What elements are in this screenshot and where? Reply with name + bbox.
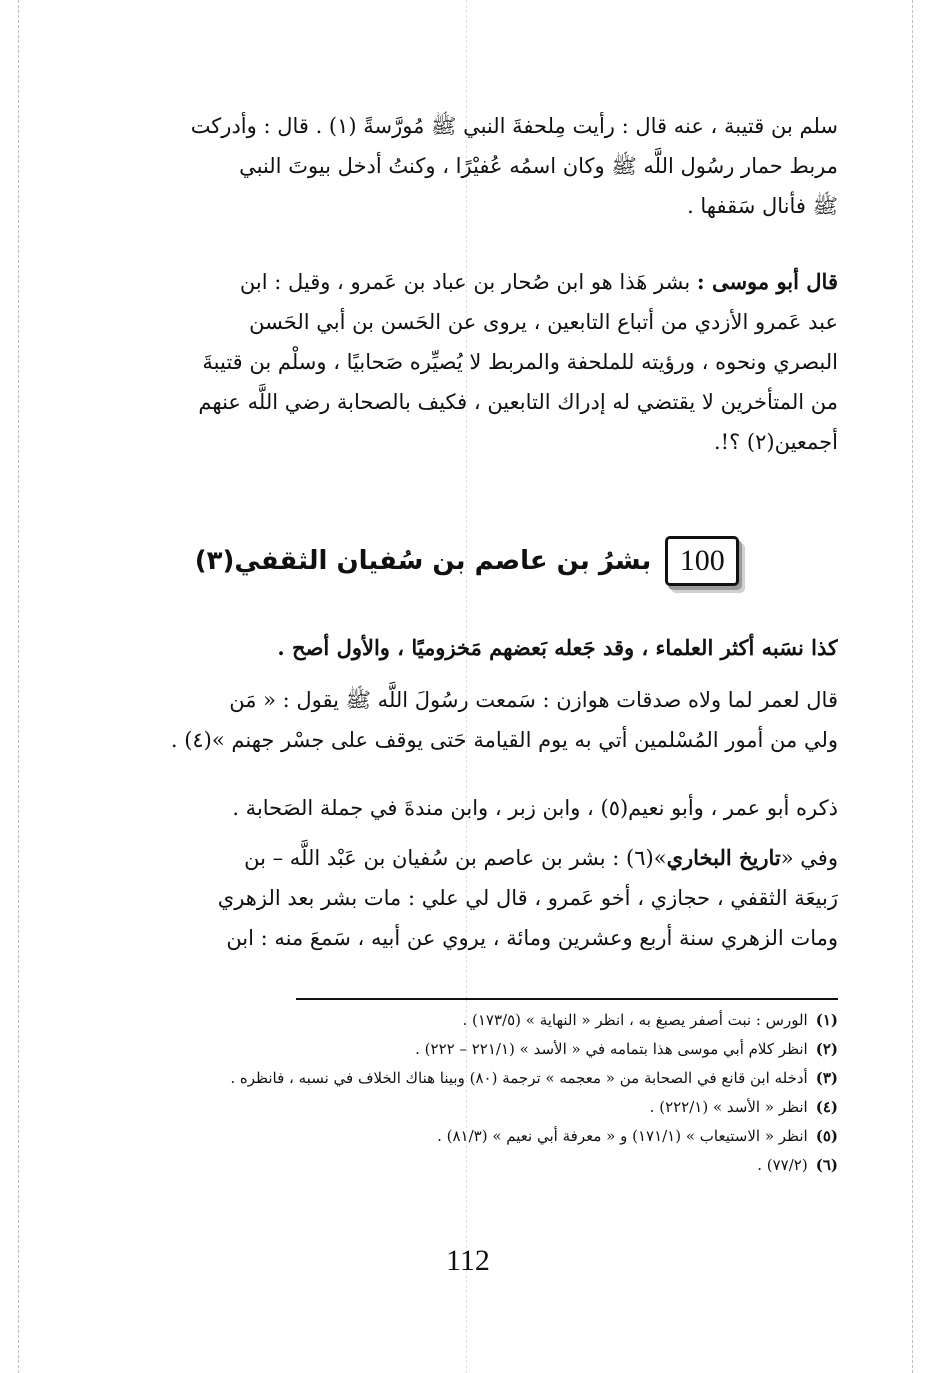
page-number: 112 xyxy=(446,1244,490,1277)
footnote-number: (٥) xyxy=(815,1127,838,1145)
footnotes xyxy=(96,1006,838,1180)
text-fragment: »(٦) : بشر بن عاصم بن سُفيان بن عَبْد اللَّه – بن xyxy=(244,846,667,870)
footnote-text: انظر كلام أبي موسى هذا بتمامه في « الأسد » (٢٢١/١ – ٢٢٢) . xyxy=(415,1040,808,1058)
text-line: عبد عَمرو الأزدي من أتباع التابعين ، يروى عن الحَسن بن أبي الحَسن xyxy=(249,310,838,334)
text-fragment: بشر هَذا هو ابن صُحار بن عباد بن عَمرو ، وقيل : ابن xyxy=(239,270,697,294)
text-line: من المتأخرين لا يقتضي له إدراك التابعين ، فكيف بالصحابة رضي اللَّه عنهم xyxy=(198,390,838,414)
entry-header-inner xyxy=(195,536,740,586)
footnote-text: انظر « الاستيعاب » (١٧١/١) و « معرفة أبي نعيم » (٨١/٣) . xyxy=(437,1127,808,1145)
paragraph-4 xyxy=(96,788,838,828)
footnote xyxy=(96,1093,838,1122)
text-line: ذكره أبو عمر ، وأبو نعيم(٥) ، وابن زبر ، وابن مندةَ في جملة الصَحابة . xyxy=(232,796,838,820)
text-fragment: وفي « xyxy=(780,846,838,870)
page-edge-left xyxy=(18,0,19,1373)
paragraph-3 xyxy=(96,680,838,760)
text-line: أجمعين(٢) ؟!. xyxy=(713,430,838,454)
footnote xyxy=(96,1151,838,1180)
footnote-number: (٦) xyxy=(815,1156,838,1174)
text-line: قال لعمر لما ولاه صدقات هوازن : سَمعت رسُولَ اللَّه ﷺ يقول : « مَن xyxy=(229,688,838,712)
paragraph-1 xyxy=(96,106,838,226)
text-line: ﷺ فأنال سَقفها . xyxy=(687,194,838,218)
footnote xyxy=(96,1064,838,1093)
footnote-text: انظر « الأسد » (٢٢٢/١) . xyxy=(649,1098,808,1116)
text-line: مربط حمار رسُول اللَّه ﷺ وكان اسمُه عُفيْرًا ، وكنتُ أدخل بيوتَ النبي xyxy=(239,154,838,178)
paragraph-5 xyxy=(96,838,838,958)
footnote-number: (٤) xyxy=(815,1098,838,1116)
text-line: رَبيعَة الثقفي ، حجازي ، أخو عَمرو ، قال لي علي : مات بشر بعد الزهري xyxy=(217,886,838,910)
footnote xyxy=(96,1006,838,1035)
footnote-text: أدخله ابن قانع في الصحابة من « معجمه » ترجمة (٨٠) وبينا هناك الخلاف في نسبه ، فانظره . xyxy=(230,1069,808,1087)
text-line: ومات الزهري سنة أربع وعشرين ومائة ، يروي عن أبيه ، سَمعَ منه : ابن xyxy=(226,926,838,950)
text-line-lead xyxy=(96,262,838,302)
entry-header xyxy=(96,536,838,602)
footnote-number: (٢) xyxy=(815,1040,838,1058)
entry-subtitle-block xyxy=(96,628,838,668)
footnote-divider xyxy=(296,998,838,1000)
text-line: سلم بن قتيبة ، عنه قال : رأيت مِلحفةَ النبي ﷺ مُورَّسةً (١) . قال : وأدركت xyxy=(190,114,838,138)
text-line: ولي من أمور المُسْلمين أتي به يوم القيامة حَتى يوقف على جسْر جهنم »(٤) . xyxy=(170,728,838,752)
text-line: البصري ونحوه ، ورؤيته للملحفة والمربط لا يُصيِّره صَحابيًا ، وسلْم بن قتيبةَ xyxy=(202,350,838,374)
footnote xyxy=(96,1122,838,1151)
text-line-lead xyxy=(96,838,838,878)
footnote-number: (١) xyxy=(815,1011,838,1029)
paragraph-2 xyxy=(96,262,838,462)
entry-number-badge: 100 xyxy=(665,536,739,586)
footnote-number: (٣) xyxy=(815,1069,838,1087)
book-title: تاريخ البخاري xyxy=(666,845,781,870)
footnote xyxy=(96,1035,838,1064)
footnote-text: (٧٧/٢) . xyxy=(757,1156,808,1174)
page-edge-right xyxy=(912,0,913,1373)
entry-title: بشرُ بن عاصم بن سُفيان الثقفي(٣) xyxy=(194,546,652,576)
footnote-text: الورس : نبت أصفر يصبغ به ، انظر « النهاية » (١٧٣/٥) . xyxy=(462,1011,808,1029)
speaker-label: قال أبو موسى : xyxy=(696,269,838,294)
entry-subtitle: كذا نسَبه أكثر العلماء ، وقد جَعله بَعضهم مَخزوميًا ، والأول أصح . xyxy=(277,635,838,660)
